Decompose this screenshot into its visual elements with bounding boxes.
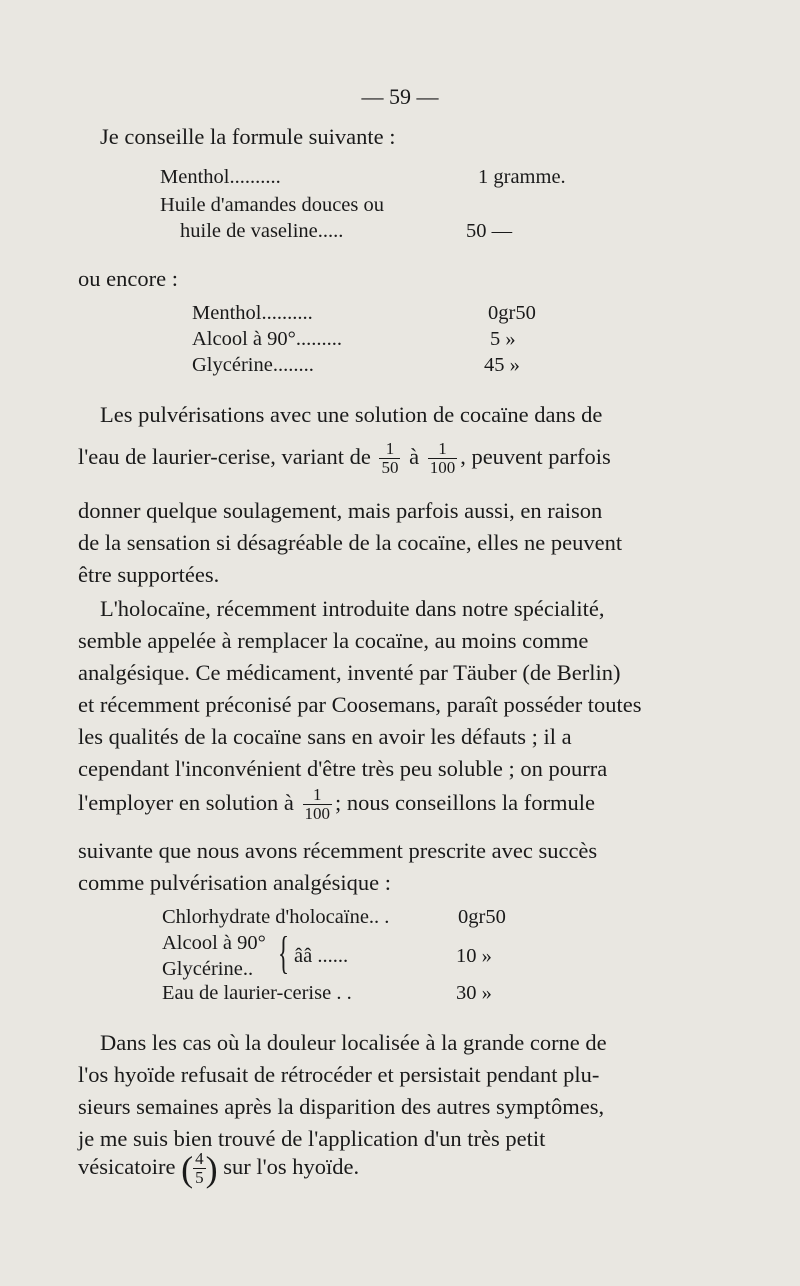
paragraph-line: les qualités de la cocaïne sans en avoir les défauts ; il a (78, 724, 572, 749)
paragraph-line: de la sensation si désagréable de la cocaïne, elles ne peuvent (78, 530, 623, 555)
formula3-row (162, 982, 352, 1005)
ingredient-qty: 5 » (490, 328, 516, 350)
paragraph-line: l'os hyoïde refusait de rétrocéder et persistait pendant plu- (78, 1062, 600, 1087)
paragraph-line: comme pulvérisation analgésique : (78, 870, 392, 895)
fraction-denominator: 100 (304, 804, 331, 824)
ingredient-name: Glycérine.. (162, 958, 254, 980)
ingredient-name: Alcool à 90° (162, 932, 266, 954)
paragraph-line: L'holocaïne, récemment introduite dans notre spécialité, (100, 596, 605, 621)
leader-dots: ......... (295, 328, 342, 350)
formula3-row (162, 906, 389, 929)
ingredient-qty: 1 gramme. (478, 166, 566, 188)
formula2-row (192, 354, 314, 377)
ingredient-qty: 45 » (484, 354, 520, 376)
fraction (379, 440, 400, 477)
paragraph-line-with-fraction (78, 786, 674, 823)
fraction-denominator: 5 (195, 1168, 204, 1188)
ingredient-name: Menthol (160, 166, 230, 188)
text-segment: , peuvent parfois (460, 444, 611, 469)
paragraph-line-with-fraction (78, 440, 674, 477)
ingredient-qty: 50 — (466, 220, 513, 242)
open-paren: ( (181, 1148, 194, 1189)
fraction-numerator: 1 (428, 440, 458, 459)
page-number: — 59 — (361, 84, 439, 109)
text-segment: l'eau de laurier-cerise, variant de (78, 444, 371, 469)
ingredient-name: Eau de laurier-cerise (162, 982, 332, 1004)
paragraph-line: cependant l'inconvénient d'être très peu soluble ; on pourra (78, 756, 608, 781)
text-segment: sur l'os hyoïde. (223, 1154, 360, 1179)
ingredient-name: Glycérine (192, 354, 273, 376)
leader-dots: ..... (317, 220, 344, 242)
text-segment: à (409, 444, 420, 469)
leader-dots: ...... (317, 945, 349, 967)
fraction-numerator: 1 (303, 786, 333, 805)
paragraph-line: semble appelée à remplacer la cocaïne, au moins comme (78, 628, 589, 653)
leader-dots: ........ (272, 354, 314, 376)
formula3-aa-row (294, 945, 348, 968)
paragraph-line-with-fraction (78, 1150, 674, 1187)
text-segment: l'employer en solution à (78, 790, 294, 815)
formula2-row (192, 302, 313, 325)
fraction (303, 786, 333, 823)
fraction-numerator: 1 (379, 440, 400, 459)
paragraph-line: je me suis bien trouvé de l'application d'un très petit (78, 1126, 546, 1151)
formula1-row (180, 220, 343, 243)
or-else-text: ou encore : (78, 266, 178, 291)
text-segment: vésicatoire (78, 1154, 176, 1179)
fraction (428, 440, 458, 477)
formula1-row (160, 194, 384, 217)
fraction-denominator: 50 (381, 458, 399, 478)
leader-dots: . . (336, 982, 352, 1004)
ingredient-qty: 0gr50 (488, 302, 536, 324)
aa-label: ââ (294, 945, 313, 967)
text-segment: ; nous conseillons la formule (335, 790, 595, 815)
fraction-numerator: 4 (195, 1149, 204, 1169)
ingredient-qty: 0gr50 (458, 906, 506, 928)
paragraph-line: suivante que nous avons récemment prescrite avec succès (78, 838, 598, 863)
ingredient-name: Huile d'amandes douces ou (160, 194, 385, 216)
leader-dots: .......... (261, 302, 313, 324)
intro-text: Je conseille la formule suivante : (100, 124, 396, 149)
paragraph-line: sieurs semaines après la disparition des autres symptômes, (78, 1094, 605, 1119)
formula2-row (192, 328, 342, 351)
close-paren: ) (205, 1148, 218, 1189)
paragraph-line: être supportées. (78, 562, 220, 587)
fraction (193, 1150, 206, 1187)
leader-dots: . (384, 906, 390, 928)
ingredient-name: Alcool à 90° (192, 328, 296, 350)
paragraph-line: Dans les cas où la douleur localisée à la grande corne de (100, 1030, 607, 1055)
fraction-denominator: 100 (429, 458, 456, 478)
ingredient-name: huile de vaseline (180, 220, 318, 242)
paragraph-line: donner quelque soulagement, mais parfois aussi, en raison (78, 498, 603, 523)
leader-dots: .......... (229, 166, 281, 188)
curly-brace: { (278, 927, 290, 978)
ingredient-name: Chlorhydrate d'holocaïne.. (162, 906, 380, 928)
formula1-row (160, 166, 281, 189)
ingredient-qty: 30 » (456, 982, 492, 1004)
ingredient-qty: 10 » (456, 945, 492, 967)
paragraph-line: Les pulvérisations avec une solution de cocaïne dans de (100, 402, 603, 427)
paragraph-line: analgésique. Ce médicament, inventé par Täuber (de Berlin) (78, 660, 621, 685)
ingredient-name: Menthol (192, 302, 262, 324)
paragraph-line: et récemment préconisé par Coosemans, paraît posséder toutes (78, 692, 642, 717)
